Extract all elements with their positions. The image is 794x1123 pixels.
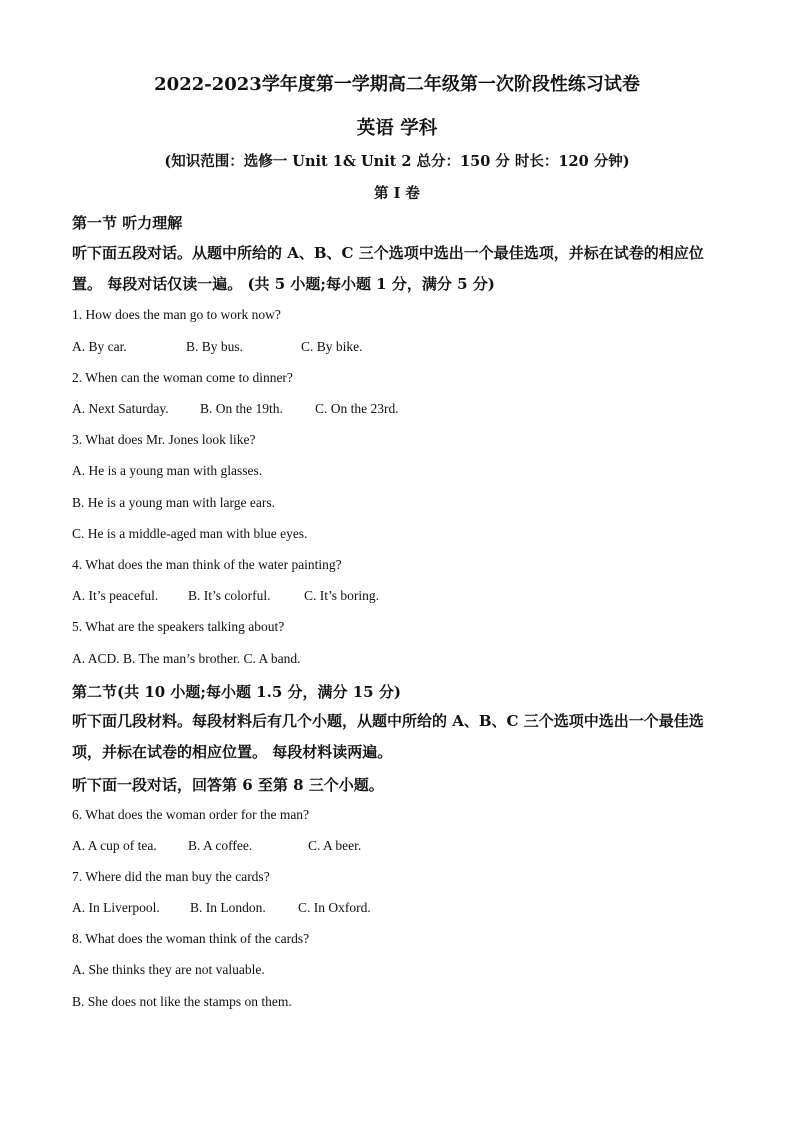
option: A. It’s peaceful.	[72, 588, 159, 603]
option: B. By bus.	[186, 339, 244, 354]
option: B. It’s colorful.	[188, 588, 271, 603]
question-options	[72, 401, 399, 417]
section2-heading: 第二节(共 10 小题;每小题 1.5 分，满分 15 分)	[72, 683, 401, 701]
question-options	[72, 588, 379, 604]
question-options	[72, 339, 363, 355]
question-stem: 1. How does the man go to work now?	[72, 307, 281, 322]
option: C. A beer.	[308, 838, 362, 853]
option: A. ACD. B. The man’s brother. C. A band.	[72, 651, 301, 666]
option: A. In Liverpool.	[72, 900, 160, 915]
question-options	[72, 838, 361, 854]
option: C. In Oxford.	[298, 900, 371, 915]
option: B. She does not like the stamps on them.	[72, 994, 292, 1009]
volume-label: 第 I 卷	[374, 185, 420, 202]
option: C. On the 23rd.	[315, 401, 399, 416]
option: A. He is a young man with glasses.	[72, 463, 263, 478]
subject-title: 英语 学科	[356, 118, 438, 139]
option: B. In London.	[190, 900, 266, 915]
option: A. She thinks they are not valuable.	[72, 962, 265, 977]
question-stem: 8. What does the woman think of the cards?	[72, 931, 310, 946]
option: A. Next Saturday.	[72, 401, 169, 416]
section1-instruction: 听下面五段对话。从题中所给的 A、B、C 三个选项中选出一个最佳选项，并标在试卷的相应位置。 每段对话仅读一遍。 (共 5 小题;每小题 1 分，满分 5 分)	[72, 244, 704, 293]
question-stem: 5. What are the speakers talking about?	[72, 619, 285, 634]
question-options	[72, 900, 371, 916]
question-stem: 6. What does the woman order for the man?	[72, 807, 310, 822]
question-stem: 2. When can the woman come to dinner?	[72, 370, 293, 385]
option: B. On the 19th.	[200, 401, 283, 416]
group-instruction: 听下面一段对话，回答第 6 至第 8 三个小题。	[72, 776, 384, 794]
option: A. A cup of tea.	[72, 838, 157, 853]
option: B. A coffee.	[188, 838, 253, 853]
question-stem: 7. Where did the man buy the cards?	[72, 869, 270, 884]
section1-heading: 第一节 听力理解	[72, 214, 183, 232]
option: C. By bike.	[301, 339, 363, 354]
question-stem: 3. What does Mr. Jones look like?	[72, 432, 256, 447]
option: B. He is a young man with large ears.	[72, 495, 275, 510]
option: C. He is a middle-aged man with blue eyes.	[72, 526, 308, 541]
exam-info: (知识范围：选修一 Unit 1& Unit 2 总分：150 分 时长：120 分钟)	[164, 153, 630, 170]
option: A. By car.	[72, 339, 127, 354]
option: C. It’s boring.	[304, 588, 380, 603]
exam-title: 2022-2023学年度第一学期高二年级第一次阶段性练习试卷	[154, 74, 640, 95]
section2-instruction: 听下面几段材料。每段材料后有几个小题，从题中所给的 A、B、C 三个选项中选出一个最佳选项，并标在试卷的相应位置。 每段材料读两遍。	[72, 712, 704, 761]
question-stem: 4. What does the man think of the water painting?	[72, 557, 342, 572]
